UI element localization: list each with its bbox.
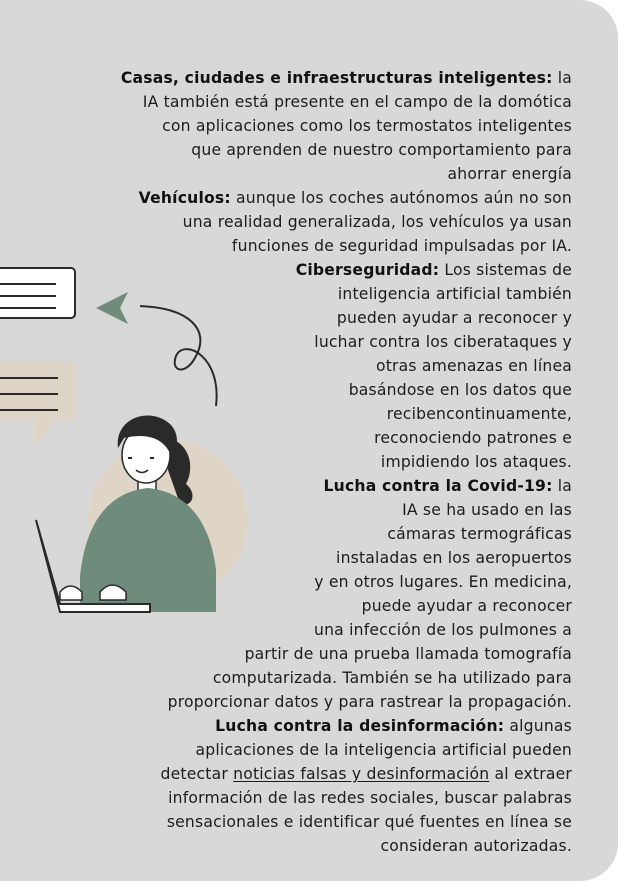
text-line: una realidad generalizada, los vehículos ya usan	[182, 213, 572, 231]
text-line: computarizada. También se ha utilizado para	[212, 669, 572, 687]
text-line: aplicaciones de la inteligencia artificial pueden	[195, 741, 572, 759]
curly-arrow-icon	[140, 306, 217, 406]
text-line: Ciberseguridad: Los sistemas de	[295, 261, 572, 279]
text-line: información de las redes sociales, buscar palabras	[168, 789, 572, 807]
text-line: luchar contra los ciberataques y	[314, 333, 572, 351]
text-line: ahorrar energía	[447, 165, 572, 183]
text-line: basándose en los datos que	[348, 381, 572, 399]
text-line: sensacionales e identificar qué fuentes en línea se	[166, 813, 572, 831]
speech-bubble-icon	[0, 362, 76, 446]
text-line: Lucha contra la Covid-19: la	[323, 477, 572, 495]
text-line: reconociendo patrones e	[374, 429, 572, 447]
text-line: detectar noticias falsas y desinformación al extraer	[160, 765, 572, 783]
text-line: puede ayudar a reconocer	[361, 597, 572, 615]
text-line: cámaras termográficas	[387, 525, 572, 543]
text-line: partir de una prueba llamada tomografía	[244, 645, 572, 663]
text-line: una infección de los pulmones a	[314, 621, 572, 639]
text-line: y en otros lugares. En medicina,	[314, 573, 572, 591]
text-line: otras amenazas en línea	[375, 357, 572, 375]
text-line: instaladas en los aeropuertos	[336, 549, 572, 567]
text-line: proporcionar datos y para rastrear la propagación.	[167, 693, 572, 711]
text-line: que aprenden de nuestro comportamiento para	[191, 141, 572, 159]
text-line: Lucha contra la desinformación: algunas	[215, 717, 572, 735]
send-arrow-icon	[96, 292, 128, 324]
text-line: inteligencia artificial también	[337, 285, 572, 303]
text-line: IA se ha usado en las	[402, 501, 572, 519]
text-line: Casas, ciudades e infraestructuras inteligentes: la	[120, 69, 572, 87]
fake-news-link[interactable]: noticias falsas y desinformación	[233, 765, 490, 783]
text-line: impidiendo los ataques.	[380, 453, 572, 471]
text-line: recibencontinuamente,	[386, 405, 572, 423]
text-line: con aplicaciones como los termostatos inteligentes	[162, 117, 572, 135]
woman-laptop-illustration	[36, 416, 248, 612]
text-line: pueden ayudar a reconocer y	[336, 309, 572, 327]
text-line: IA también está presente en el campo de la domótica	[142, 93, 572, 111]
text-line: consideran autorizadas.	[380, 837, 572, 855]
text-line: Vehículos: aunque los coches autónomos aún no son	[138, 189, 572, 207]
message-bubble-icon	[0, 268, 75, 318]
text-line: funciones de seguridad impulsadas por IA.	[231, 237, 572, 255]
